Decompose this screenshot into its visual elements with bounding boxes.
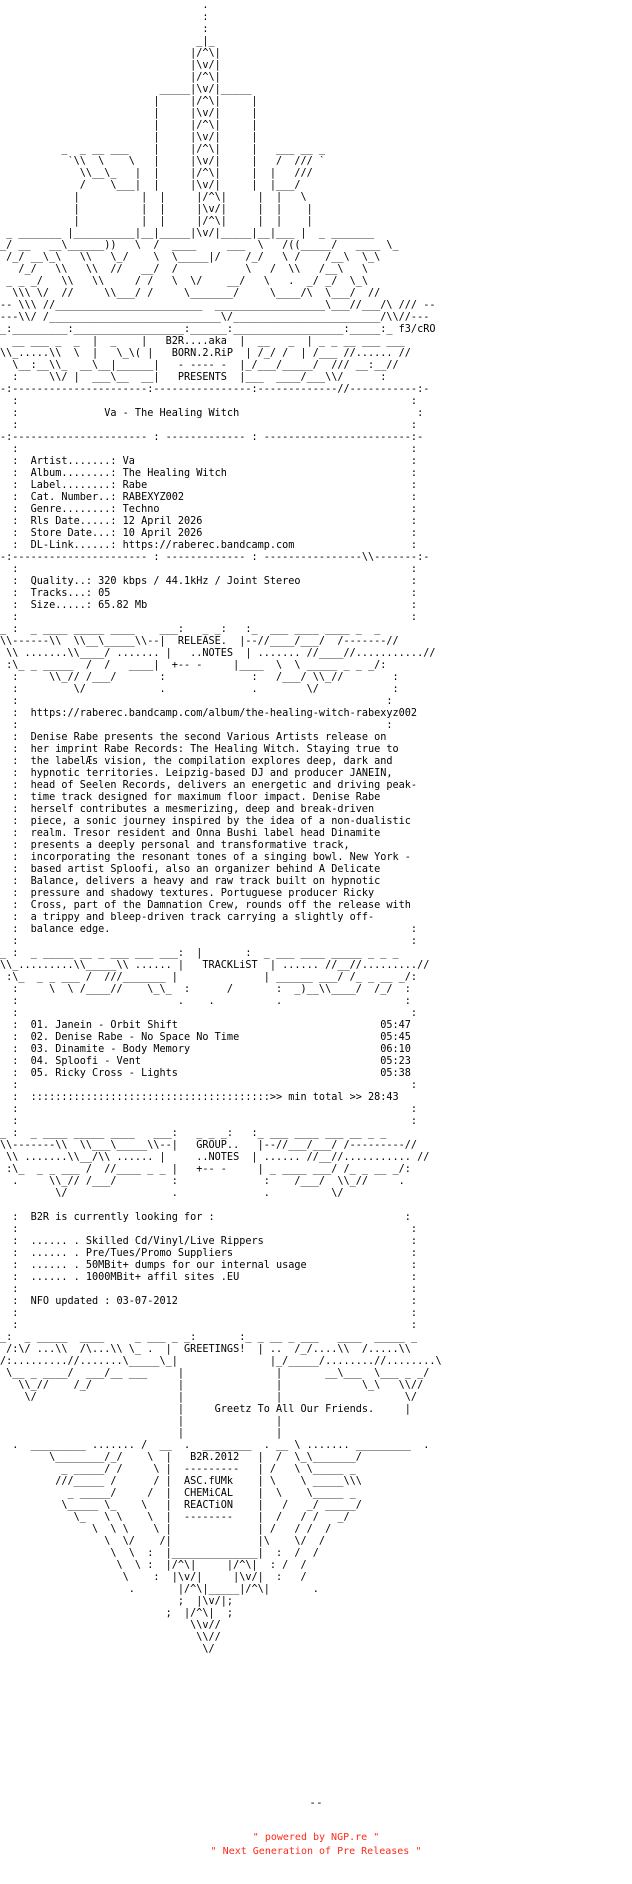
nfo-line: \\// (0, 1632, 221, 1643)
nfo-line: \/ . . \/ (0, 1188, 344, 1199)
nfo-line: :\_ _ _ ___ / ///_______ | | ______ ___/ /_ _ __ _/: (0, 972, 418, 983)
nfo-line: : : (0, 936, 418, 947)
nfo-line: |/^\| (0, 72, 221, 83)
nfo-line: \/ | | \/ (0, 1392, 418, 1403)
nfo-line: : https://raberec.bandcamp.com/album/the-healing-witch-rabexyz002 (0, 708, 418, 719)
nfo-line: | | | |/^\| | | | (0, 216, 313, 227)
nfo-line: \\ .......\\__/\\ ...... | ..NOTES | ...... //__//........... // (0, 1152, 430, 1163)
nfo-line: : \\_// /___/ : : /___/ \\_// : (0, 672, 399, 683)
nfo-line: __ ___ _ _ | _ | B2R....aka | __ _ | _ _ __ ___ ___ (0, 336, 405, 347)
nfo-line: : Denise Rabe presents the second Various Artists release on (0, 732, 387, 743)
nfo-line: : Rls Date.....: 12 April 2026 : (0, 516, 418, 527)
nfo-line: -:----------------------:----------------:-------------//-----------:- (0, 384, 430, 395)
nfo-line: : Store Date...: 10 April 2026 : (0, 528, 418, 539)
nfo-line: : Va - The Healing Witch : (0, 408, 424, 419)
nfo-line: : B2R is currently looking for : : (0, 1212, 411, 1223)
nfo-line: _ : _ ____ _____ ____ ___: _ _: :_ ___ ____ ____ _ _ (0, 624, 381, 635)
nfo-line: : her imprint Rabe Records: The Healing Witch. Staying true to (0, 744, 399, 755)
nfo-line: _ _______ |__________|__|_____|\v/|_____|__|___ | _ _______ (0, 228, 375, 239)
nfo-line: | |/^\| | (0, 120, 258, 131)
nfo-line: : : (0, 1224, 418, 1235)
nfo-line: : a trippy and bleep-driven track carrying a slightly off- (0, 912, 375, 923)
nfo-line: : Size.....: 65.82 Mb : (0, 600, 418, 611)
nfo-line: : : (0, 1080, 418, 1091)
nfo-line: : : (0, 720, 393, 731)
nfo-line: \\_// /_/ | | \_\ \\// (0, 1380, 424, 1391)
nfo-line: | |/^\| | (0, 96, 258, 107)
nfo-line: : : (0, 612, 418, 623)
nfo-line: _ _ _/ \\ \\ / / \ \/ __/ \ . _/ _/ \_\ (0, 276, 369, 287)
nfo-line: _:_________:__________________:______:__________________:_____:_ f3/cRO (0, 324, 436, 335)
nfo-line: _/ __ __\______)) \ / ____ ___ \ /((_____/ ____ \_ (0, 240, 399, 251)
nfo-line: | |\v/| | (0, 108, 258, 119)
nfo-line: : Quality..: 320 kbps / 44.1kHz / Joint Stereo : (0, 576, 418, 587)
nfo-line: : Genre........: Techno : (0, 504, 418, 515)
nfo-line: /:.........//.......\_____\_| |_/_____/........//........\ (0, 1356, 442, 1367)
nfo-line: \\v// (0, 1620, 221, 1631)
nfo-line: \ \ \ \ | | / / / / (0, 1524, 332, 1535)
nfo-line: \ \/ /| |\ \/ / (0, 1536, 326, 1547)
nfo-line: ; |\v/|; (0, 1596, 234, 1607)
nfo-line: : 02. Denise Rabe - No Space No Time 05:45 (0, 1032, 411, 1043)
nfo-line: : \/ . . \/ : (0, 684, 399, 695)
nfo-line: : \ \ /____// \_\_ : / : _)__\\____/ /_/ : (0, 984, 411, 995)
nfo-line: _|_ (0, 36, 215, 47)
nfo-line: \\_.........\\_____\\ ...... | TRACKLiST | ...... //__//.........// (0, 960, 430, 971)
nfo-line: : incorporating the resonant tones of a singing bowl. New York - (0, 852, 411, 863)
nfo-line: `\\ \ \ | |\v/| | / /// ` (0, 156, 332, 167)
nfo-line: : \\/ | ___\__ __| PRESENTS |___ ____/___\\/ : (0, 372, 387, 383)
nfo-line: _ _____/ / | CHEMiCAL | \ \_____ _ (0, 1488, 356, 1499)
nfo-line: :\_ _ _____ / / ____| +-- - |____ \ \ _____ _ _ _/: (0, 660, 387, 671)
nfo-line: : : (0, 1116, 418, 1127)
nfo-line: : head of Seelen Records, delivers an energetic and driving peak- (0, 780, 418, 791)
nfo-line: |\v/| (0, 60, 221, 71)
nfo-line: : : (0, 396, 418, 407)
nfo-line: : 03. Dinamite - Body Memory 06:10 (0, 1044, 411, 1055)
nfo-line: \_ \ \ \ | -------- | / / / _/ (0, 1512, 350, 1523)
nfo-line: . \\_// /___/ : : /___/ \\_// . (0, 1176, 405, 1187)
footer-tagline: " Next Generation of Pre Releases " (210, 1846, 422, 1857)
nfo-line: _____|\v/|_____ (0, 84, 252, 95)
nfo-line: -- \\\ //________________________ __________________\___//___/\ /// -- (0, 300, 436, 311)
nfo-line: : NFO updated : 03-07-2012 : (0, 1296, 418, 1307)
nfo-line: _: _ _____ ____ _ ___ _ _: :_ _ __ _ ___ ____ _____ _ (0, 1332, 418, 1343)
nfo-line: : : (0, 420, 418, 431)
nfo-line (0, 1200, 632, 1212)
nfo-line: | | (0, 1416, 405, 1427)
nfo-line: : ...... . 1000MBit+ affil sites .EU : (0, 1272, 418, 1283)
nfo-line: : pressure and shadowy textures. Portuguese producer Ricky (0, 888, 375, 899)
nfo-line: : Cat. Number..: RABEXYZ002 : (0, 492, 418, 503)
nfo-line: | Greetz To All Our Friends. | (0, 1404, 411, 1415)
nfo-line: -:---------------------- : ------------- : ------------------------:- (0, 432, 424, 443)
nfo-line: : based artist Sploofi, also an organizer behind A Delicate (0, 864, 381, 875)
nfo-line: _ : _ _____ __ _ ___ ___ ___: | : _ ___ ____ _____ _ _ _ (0, 948, 399, 959)
nfo-line: : Cross, part of the Damnation Crew, rounds off the release with (0, 900, 411, 911)
nfo-line: : realm. Tresor resident and Onna Bushi label head Dinamite (0, 828, 381, 839)
nfo-line: \ \ : |______________| : / / (0, 1548, 319, 1559)
nfo-line: : : (0, 696, 393, 707)
nfo-line: : : (0, 444, 418, 455)
nfo-line: | | | |\v/| | | | (0, 204, 313, 215)
nfo-line: : piece, a sonic journey inspired by the idea of a non-dualistic (0, 816, 411, 827)
nfo-line: : the labelÆs vision, the compilation explores deep, dark and (0, 756, 393, 767)
nfo-line: /_/ __\_\ \\ \_/ \ \_____|/ /_/ \ / /__\ \_\ (0, 252, 381, 263)
nfo-line: \________/_/ \ | B2R.2012 | / \_\_______/ (0, 1452, 362, 1463)
nfo-line: : : (0, 564, 418, 575)
nfo-line: \ : |\v/| |\v/| : / (0, 1572, 307, 1583)
nfo-line: ---\\/ /____________________________\/________________________/\\//--- (0, 312, 430, 323)
separator-dash: -- (309, 1796, 323, 1809)
nfo-line: : . . . : (0, 996, 411, 1007)
nfo-line: :\_ _ _ ___ / //____ _ _ | +-- - | _ ____ ___/ /_ _ __ _/: (0, 1164, 411, 1175)
nfo-line: \\_.....\\ \ | \_\( | BORN.2.RiP | /_/ / | /___ //...... // (0, 348, 411, 359)
nfo-line: | | (0, 1428, 405, 1439)
nfo-line: : herself contributes a mesmerizing, deep and break-driven (0, 804, 375, 815)
nfo-line: . |/^\|_____|/^\| . (0, 1584, 319, 1595)
nfo-line: : 01. Janein - Orbit Shift 05:47 (0, 1020, 411, 1031)
nfo-line: : presents a deeply personal and transformative track, (0, 840, 350, 851)
nfo-line: \\__\_ | | |/^\| | | /// (0, 168, 313, 179)
nfo-line: : DL-Link......: https://raberec.bandcamp.com : (0, 540, 418, 551)
nfo-line: /_/ \\ \\ // __/ / \ / \\ /__\ \ (0, 264, 369, 275)
nfo-line: : 05. Ricky Cross - Lights 05:38 (0, 1068, 411, 1079)
nfo-line: : time track designed for maximum floor impact. Denise Rabe (0, 792, 381, 803)
nfo-line: : Tracks...: 05 : (0, 588, 418, 599)
nfo-line: \_____ \_ \ | REACTiON | / _/ _____/ (0, 1500, 362, 1511)
nfo-line: : Album........: The Healing Witch : (0, 468, 418, 479)
nfo-line: : : (0, 1008, 418, 1019)
nfo-line: -:---------------------- : ------------- : ----------------\\-------:- (0, 552, 430, 563)
nfo-line: /:\/ ...\\ /\...\\ \_ . | GREETINGS! | .. /_/....\\ /.....\\ (0, 1344, 411, 1355)
footer-powered-by: " powered by NGP.re " (252, 1832, 380, 1843)
nfo-line: : balance edge. : (0, 924, 418, 935)
nfo-line: \\-------\\ \\___\_____\\--| GROUP.. |--//___/___/ /---------// (0, 1140, 418, 1151)
nfo-line: : : (0, 1308, 418, 1319)
nfo-line: \\ .......\\____/ ....... | ..NOTES | ....... //____//...........// (0, 648, 436, 659)
nfo-line: : (0, 24, 209, 35)
nfo-line: \\\ \/ // \\___/ / \_______/ \____/\ \___/ // (0, 288, 381, 299)
nfo-line: \\------\\ \\__\_____\\--| RELEASE. |--//____/___/ /-------// (0, 636, 399, 647)
nfo-line: : (0, 12, 209, 23)
nfo-line: : Artist.......: Va : (0, 456, 418, 467)
nfo-line: _ : _ ____ _____ ____ ___: _ _ _: :_ ___ ____ ___ __ _ _ (0, 1128, 387, 1139)
nfo-line: : 04. Sploofi - Vent 05:23 (0, 1056, 411, 1067)
nfo-line: : hypnotic territories. Leipzig-based DJ and producer JANEIN, (0, 768, 393, 779)
nfo-line: | | | |/^\| | | \ (0, 192, 307, 203)
nfo-line: . (0, 0, 209, 11)
nfo-line: _ _____/ / \ | --------- | / \ \_____ _ (0, 1464, 356, 1475)
nfo-line: |/^\| (0, 48, 221, 59)
nfo-line: : ...... . 50MBit+ dumps for our internal usage : (0, 1260, 418, 1271)
nfo-line: : : (0, 1104, 418, 1115)
nfo-line: | |\v/| | (0, 132, 258, 143)
nfo-line: _ _ __ ___ | |/^\| | ___ __ _ (0, 144, 326, 155)
nfo-line: : ...... . Skilled Cd/Vinyl/Live Rippers : (0, 1236, 418, 1247)
nfo-line: \__ _ ____/ ___/__ ___ | | __\___ \___ _ _/ (0, 1368, 430, 1379)
nfo-line: : : (0, 1284, 418, 1295)
nfo-line: \/ (0, 1644, 215, 1655)
nfo-line: : Balance, delivers a heavy and raw track built on hypnotic (0, 876, 381, 887)
nfo-line: : :::::::::::::::::::::::::::::::::::::::>> min total >> 28:43 (0, 1092, 399, 1103)
nfo-line: . _________ ....... / __ . ________ . __ \ ....... _________ . (0, 1440, 430, 1451)
nfo-line: ///_____ / / | ASC.fUMk | \ \ _____\\\ (0, 1476, 362, 1487)
nfo-line: : : (0, 1320, 418, 1331)
nfo-line: \__:__\\_ __\__|______| - ---- - |_/___/_____/ /// __:__// (0, 360, 399, 371)
nfo-line: ; |/^\| ; (0, 1608, 234, 1619)
nfo-line: : ...... . Pre/Tues/Promo Suppliers : (0, 1248, 418, 1259)
nfo-line: : Label........: Rabe : (0, 480, 418, 491)
nfo-line: \ \ : |/^\| |/^\| : / / (0, 1560, 307, 1571)
nfo-line: / \___| | |\v/| | |___/ (0, 180, 301, 191)
